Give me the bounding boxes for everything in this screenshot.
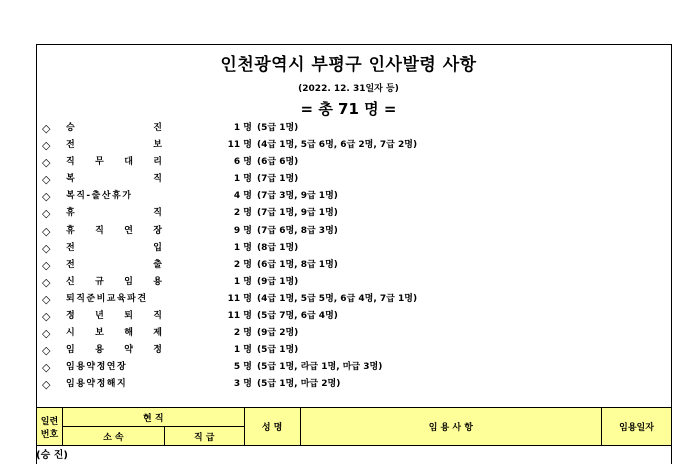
summary-item-count: 3 명 xyxy=(233,379,252,390)
diamond-bullet-icon: ◇ xyxy=(42,292,51,306)
diamond-bullet-icon: ◇ xyxy=(42,327,51,341)
diamond-bullet-icon: ◇ xyxy=(42,156,51,170)
summary-item-category: 시 보 해 제 xyxy=(66,328,162,339)
summary-item xyxy=(42,291,642,308)
summary-item-detail: (5급 7명, 6급 4명) xyxy=(257,311,338,322)
effective-date: (2022. 12. 31일자 등) xyxy=(298,84,399,94)
diamond-bullet-icon: ◇ xyxy=(42,224,51,238)
summary-item-detail: (9급 2명) xyxy=(257,328,299,339)
summary-item-count: 1 명 xyxy=(233,276,252,287)
summary-item xyxy=(42,359,642,376)
summary-item-detail: (5급 1명) xyxy=(257,123,299,133)
summary-item-detail: (5급 1명) xyxy=(257,345,299,356)
diamond-bullet-icon: ◇ xyxy=(42,139,51,153)
summary-item-count: 11 명 xyxy=(227,311,252,322)
summary-item-category: 휴 직 xyxy=(66,208,162,219)
summary-item-category: 임용약정해지 xyxy=(66,379,128,390)
appointment-details-header: 임 용 사 항 xyxy=(300,408,601,446)
summary-item-count: 5 명 xyxy=(233,362,252,373)
diamond-bullet-icon: ◇ xyxy=(42,190,51,204)
summary-item-detail: (7급 1명, 9급 1명) xyxy=(257,208,338,219)
total-count: = 총 71 명 = xyxy=(300,100,397,118)
summary-item-count: 2 명 xyxy=(233,328,252,339)
summary-item-category: 복직-출산휴가 xyxy=(66,191,133,202)
summary-item xyxy=(42,205,642,222)
summary-item-count: 1 명 xyxy=(233,242,252,253)
summary-item-category: 퇴직준비교육파견 xyxy=(66,293,148,304)
summary-item-category: 정 년 퇴 직 xyxy=(66,311,162,322)
summary-list xyxy=(42,120,642,394)
summary-item-category: 승 진 xyxy=(66,123,162,133)
summary-item xyxy=(42,274,642,291)
summary-item-detail: (4급 1명, 5급 6명, 6급 2명, 7급 2명) xyxy=(257,140,418,151)
summary-item xyxy=(42,240,642,257)
summary-item xyxy=(42,342,642,359)
summary-item xyxy=(42,308,642,325)
summary-item-detail: (5급 1명, 마급 2명) xyxy=(257,379,341,390)
summary-item xyxy=(42,120,642,137)
diamond-bullet-icon: ◇ xyxy=(42,173,51,187)
summary-item-category: 전 출 xyxy=(66,259,162,270)
diamond-bullet-icon: ◇ xyxy=(42,310,51,324)
summary-item-detail: (7급 3명, 9급 1명) xyxy=(257,191,338,202)
diamond-bullet-icon: ◇ xyxy=(42,207,51,221)
summary-item xyxy=(42,257,642,274)
summary-item-count: 1 명 xyxy=(233,123,252,133)
summary-item-count: 2 명 xyxy=(233,208,252,219)
summary-item-count: 1 명 xyxy=(233,174,252,185)
summary-item-count: 11 명 xyxy=(227,293,252,304)
summary-item-category: 직 무 대 리 xyxy=(66,157,162,168)
diamond-bullet-icon: ◇ xyxy=(42,361,51,375)
page-title: 인천광역시 부평구 인사발령 사항 xyxy=(220,55,477,75)
summary-item-detail: (6급 1명, 8급 1명) xyxy=(257,259,338,270)
summary-item-count: 9 명 xyxy=(233,225,252,236)
diamond-bullet-icon: ◇ xyxy=(42,258,51,272)
serial-number-header: 일련 번호 xyxy=(37,408,63,446)
summary-item-detail: (4급 1명, 5급 5명, 6급 4명, 7급 1명) xyxy=(257,293,418,304)
summary-item-category: 전 보 xyxy=(66,140,162,151)
summary-item xyxy=(42,137,642,154)
summary-item-count: 1 명 xyxy=(233,345,252,356)
rank-header: 직 급 xyxy=(164,427,244,446)
summary-item xyxy=(42,154,642,171)
diamond-bullet-icon: ◇ xyxy=(42,275,51,289)
diamond-bullet-icon: ◇ xyxy=(42,344,51,358)
summary-item-detail: (9급 1명) xyxy=(257,276,299,287)
section-label: (승 진) xyxy=(36,450,68,461)
summary-item-detail: (7급 6명, 8급 3명) xyxy=(257,225,338,236)
summary-item xyxy=(42,171,642,188)
summary-item xyxy=(42,223,642,240)
appointment-table-header xyxy=(36,407,672,446)
summary-item-count: 2 명 xyxy=(233,259,252,270)
summary-item-detail: (5급 1명, 라급 1명, 마급 3명) xyxy=(257,362,383,373)
affiliation-header: 소 속 xyxy=(62,427,164,446)
summary-item-count: 4 명 xyxy=(233,191,252,202)
summary-item-detail: (7급 1명) xyxy=(257,174,299,185)
summary-item-category: 휴 직 연 장 xyxy=(66,225,162,236)
summary-item-count: 6 명 xyxy=(233,157,252,168)
diamond-bullet-icon: ◇ xyxy=(42,122,51,135)
summary-item-detail: (6급 6명) xyxy=(257,157,299,168)
diamond-bullet-icon: ◇ xyxy=(42,378,51,392)
summary-item-category: 복 직 xyxy=(66,174,162,185)
diamond-bullet-icon: ◇ xyxy=(42,241,51,255)
summary-item-category: 임 용 약 정 xyxy=(66,345,162,356)
summary-item xyxy=(42,376,642,393)
appointment-date-header: 임용일자 xyxy=(602,408,672,446)
summary-item xyxy=(42,325,642,342)
current-position-header: 현 직 xyxy=(62,408,244,427)
name-header: 성 명 xyxy=(244,408,300,446)
summary-item-category: 전 입 xyxy=(66,242,162,253)
summary-item xyxy=(42,188,642,205)
summary-item-count: 11 명 xyxy=(227,140,252,151)
summary-item-category: 임용약정연장 xyxy=(66,362,128,373)
summary-item-category: 신 규 임 용 xyxy=(66,276,162,287)
summary-item-detail: (8급 1명) xyxy=(257,242,299,253)
